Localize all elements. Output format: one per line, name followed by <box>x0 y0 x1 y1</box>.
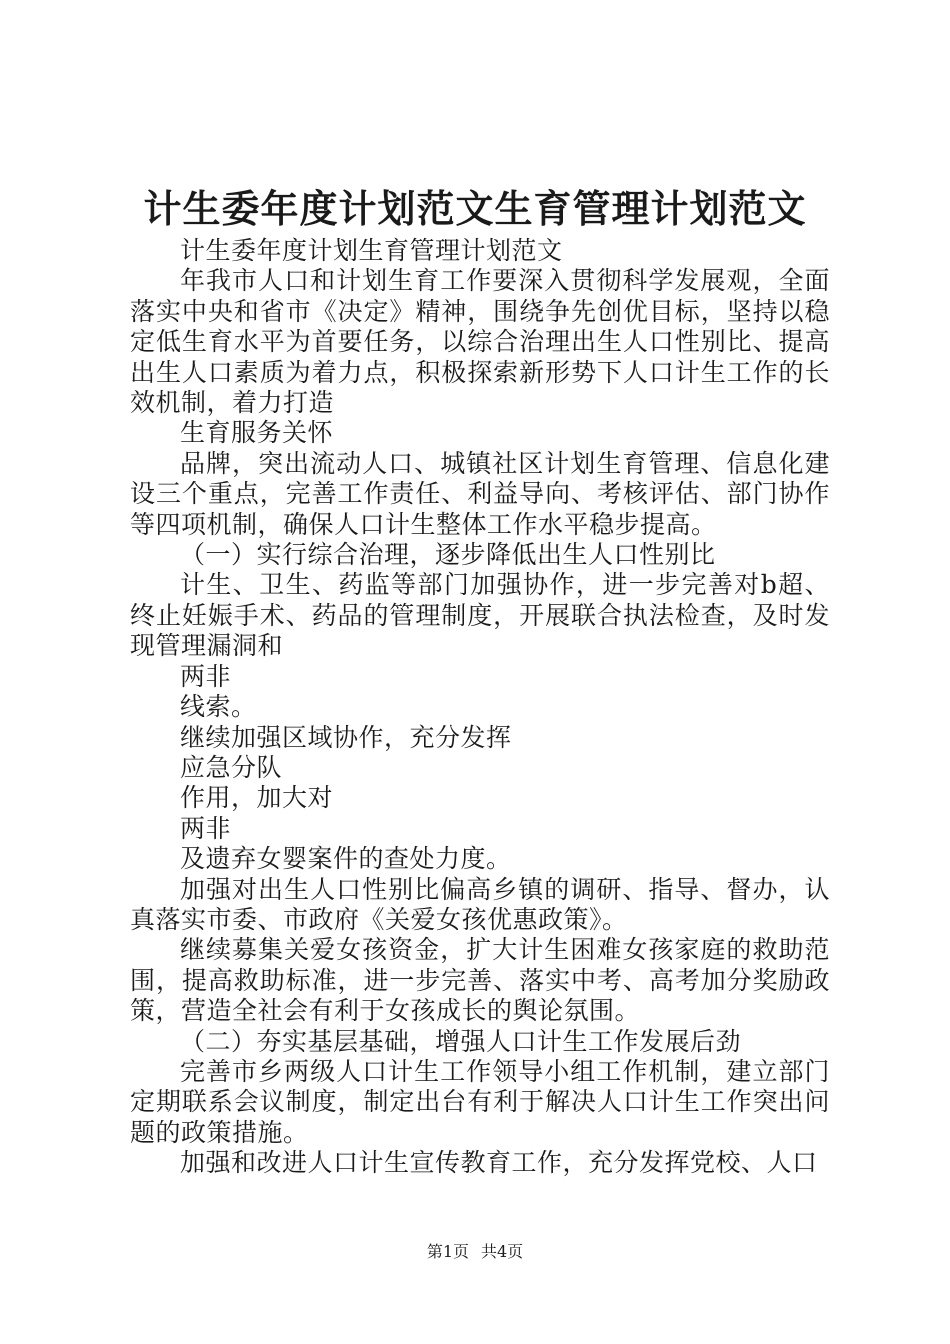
paragraph: 计生、卫生、药监等部门加强协作，进一步完善对b超、终止妊娠手术、药品的管理制度，开展联合执法检查，及时发现管理漏洞和 <box>130 570 830 661</box>
document-body <box>130 236 830 1179</box>
paragraph: 应急分队 <box>180 752 283 782</box>
paragraph: 两非 <box>180 813 232 843</box>
page-number-current: 第1页 <box>426 1242 469 1261</box>
paragraph: 继续加强区域协作，充分发挥 <box>180 722 512 752</box>
paragraph: 计生委年度计划生育管理计划范文 <box>180 236 563 265</box>
section-heading: （二）夯实基层基础，增强人口计生工作发展后劲 <box>180 1026 742 1056</box>
paragraph: 生育服务关怀 <box>180 418 334 448</box>
paragraph: 两非 <box>180 661 232 691</box>
paragraph: 继续募集关爱女孩资金，扩大计生困难女孩家庭的救助范围，提高救助标准，进一步完善、落实中考、高考加分奖励政策，营造全社会有利于女孩成长的舆论氛围。 <box>130 935 830 1026</box>
paragraph: 品牌，突出流动人口、城镇社区计划生育管理、信息化建设三个重点，完善工作责任、利益导向、考核评估、部门协作等四项机制，确保人口计生整体工作水平稳步提高。 <box>130 448 830 539</box>
paragraph: 加强和改进人口计生宣传教育工作，充分发挥党校、人口 <box>180 1148 818 1178</box>
page-footer <box>0 1242 950 1262</box>
paragraph: 及遗弃女婴案件的查处力度。 <box>180 844 512 874</box>
paragraph: 作用，加大对 <box>180 783 334 813</box>
page-number-total: 共4页 <box>481 1242 524 1261</box>
paragraph: 线索。 <box>180 692 257 722</box>
paragraph: 完善市乡两级人口计生工作领导小组工作机制，建立部门定期联系会议制度，制定出台有利于解决人口计生工作突出问题的政策措施。 <box>130 1056 830 1147</box>
document-title: 计生委年度计划范文生育管理计划范文 <box>143 186 807 231</box>
section-heading: （一）实行综合治理，逐步降低出生人口性别比 <box>180 540 716 570</box>
paragraph: 加强对出生人口性别比偏高乡镇的调研、指导、督办，认真落实市委、市政府《关爱女孩优惠政策》。 <box>130 874 830 934</box>
paragraph: 年我市人口和计划生育工作要深入贯彻科学发展观，全面落实中央和省市《决定》精神，围绕争先创优目标，坚持以稳定低生育水平为首要任务，以综合治理出生人口性别比、提高出生人口素质为着力点，积极探索新形势下人口计生工作的长效机制，着力打造 <box>130 266 830 418</box>
